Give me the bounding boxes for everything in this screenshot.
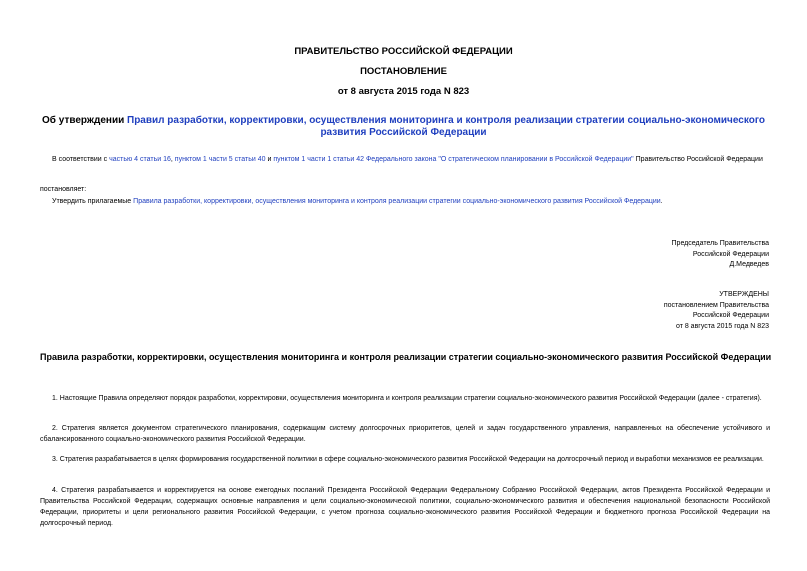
title-prefix: Об утверждении: [42, 115, 128, 126]
preamble-text-1: В соответствии с: [52, 156, 110, 163]
government-heading: ПРАВИТЕЛЬСТВО РОССИЙСКОЙ ФЕДЕРАЦИИ: [294, 46, 513, 57]
document-date: от 8 августа 2015 года N 823: [337, 86, 470, 97]
approval-stamp-block: [569, 290, 769, 332]
preamble-text-4: Правительство Российской Федерации: [633, 156, 763, 163]
document-title: [40, 115, 767, 139]
rules-paragraph-3: 3. Стратегия разрабатывается в целях формирования государственной политики в сфере социально-экономического развития Российской Федерации на долгосрочный период и выработки механизмов ее реализации.: [52, 456, 764, 463]
signature-position: Председатель Правительства: [671, 240, 769, 247]
rules-paragraph-1: 1. Настоящие Правила определяют порядок разработки, корректировки, осуществления мониторинга и контроля реализации стратегии социально-экономического развития Российской Федерации (далее - стратегия).: [52, 395, 762, 402]
link-item1-part5-article40[interactable]: пунктом 1 части 5 статьи 40: [174, 156, 266, 163]
approved-country: Российской Федерации: [692, 312, 769, 319]
preamble-paragraph: [40, 154, 770, 165]
rules-paragraph-2: 2. Стратегия является документом стратегического планирования, содержащим систему долгосрочных приоритетов, целей и задач государственного управления, направленных на обеспечение устойчивого и сбалансированного социально-экономического развития Российской Федерации.: [40, 425, 770, 443]
title-rules-link[interactable]: Правил разработки, корректировки, осуществления мониторинга и контроля реализации стратегии социально-экономического развития Российской Федерации: [127, 115, 765, 138]
approved-label: УТВЕРЖДЕНЫ: [719, 291, 769, 298]
document-type-heading: ПОСТАНОВЛЕНИЕ: [360, 66, 447, 77]
signature-name: Д.Медведев: [729, 261, 769, 268]
resolves-text: постановляет:: [40, 186, 87, 193]
approved-by: постановлением Правительства: [663, 301, 769, 309]
preamble-text-3: и: [265, 156, 274, 163]
approve-text-1: Утвердить прилагаемые: [52, 198, 134, 205]
link-federal-law[interactable]: пунктом 1 части 1 статьи 42 Федерального закона "О стратегическом планировании в Российской Федерации": [273, 156, 634, 163]
approved-date: от 8 августа 2015 года N 823: [675, 322, 769, 330]
approve-paragraph: [40, 196, 770, 207]
signature-country: Российской Федерации: [692, 250, 769, 258]
preamble-text-2: ,: [170, 156, 175, 163]
rules-paragraph-4: 4. Стратегия разрабатывается и корректируется на основе ежегодных посланий Президента Российской Федерации Федеральному Собранию Российской Федерации, актов Президента Российской Федерации и Правительства Российской Федерации, содержащих основные направления и цели социально-экономической политики, социально-экономического развития и обеспечения национальной безопасности Российской Федерации, приоритеты и цели регионального развития Российской Федерации, с учетом прогноза социально-экономического развития Российской Федерации и бюджетного прогноза Российской Федерации на долгосрочный период.: [40, 487, 770, 527]
link-part4-article16[interactable]: частью 4 статьи 16: [109, 156, 171, 163]
approve-rules-link[interactable]: Правила разработки, корректировки, осуществления мониторинга и контроля реализации стратегии социально-экономического развития Российской Федерации: [133, 198, 661, 205]
rules-title: Правила разработки, корректировки, осуществления мониторинга и контроля реализации стратегии социально-экономического развития Российской Федерации: [40, 352, 772, 362]
approve-text-2: .: [660, 198, 663, 205]
signature-block: [569, 239, 769, 271]
